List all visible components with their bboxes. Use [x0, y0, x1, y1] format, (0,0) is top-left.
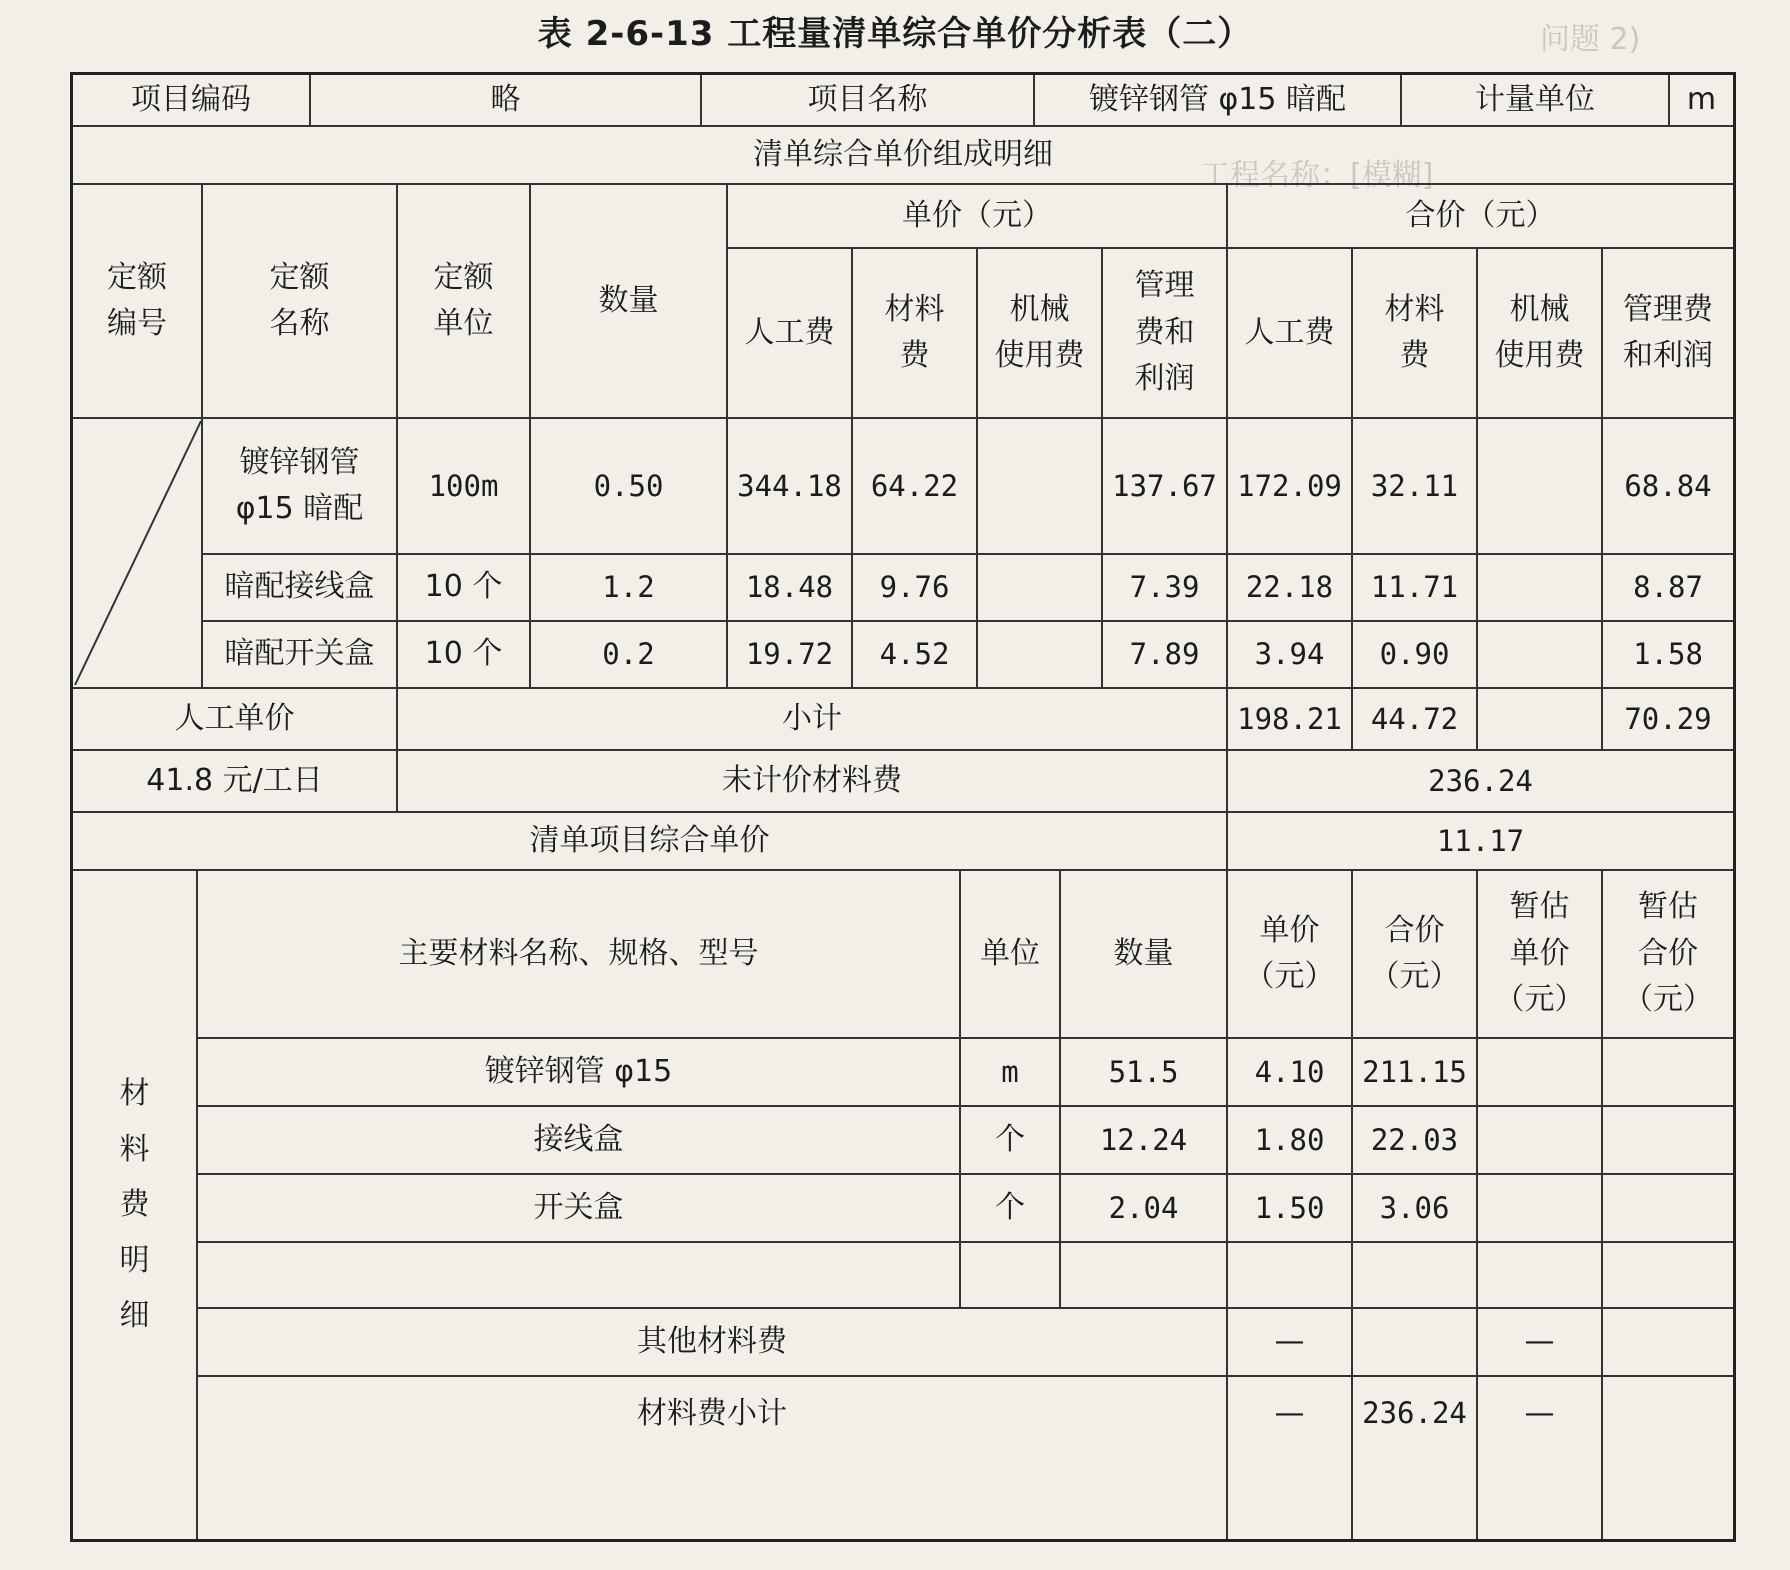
- mat-col-name: 主要材料名称、规格、型号: [198, 871, 961, 1039]
- mat-col-price: 单价 （元）: [1228, 871, 1353, 1039]
- row-material: 9.76: [853, 555, 978, 622]
- row-material-total: 11.71: [1353, 555, 1478, 622]
- mat-item-unit: 个: [961, 1175, 1061, 1243]
- row-mgmt-total: 8.87: [1603, 555, 1733, 622]
- row-mgmt-total: 68.84: [1603, 419, 1733, 555]
- mat-item-est-total: [1603, 1107, 1733, 1175]
- row-mgmt: 137.67: [1103, 419, 1228, 555]
- col-quota-name: 定额 名称: [203, 185, 398, 419]
- row-qty: 0.2: [531, 622, 728, 689]
- project-name-label: 项目名称: [702, 75, 1035, 127]
- material-subtotal-price: —: [1228, 1377, 1353, 1539]
- row-labor: 19.72: [728, 622, 853, 689]
- row-labor-total: 22.18: [1228, 555, 1353, 622]
- row-name: 镀锌钢管 φ15 暗配: [203, 419, 398, 555]
- row-machine-total: [1478, 419, 1603, 555]
- row-unit: 100m: [398, 419, 531, 555]
- mat-empty-est-total: [1603, 1243, 1733, 1309]
- mat-item-qty: 51.5: [1061, 1039, 1228, 1107]
- subtotal-material: 44.72: [1353, 689, 1478, 751]
- col-machine: 机械 使用费: [978, 249, 1103, 419]
- mat-item-name: 开关盒: [198, 1175, 961, 1243]
- total-price-group: 合价（元）: [1228, 185, 1733, 249]
- mat-item-unit: m: [961, 1039, 1061, 1107]
- section-title: 清单综合单价组成明细: [73, 127, 1733, 185]
- mat-empty-total: [1353, 1243, 1478, 1309]
- row-material: 4.52: [853, 622, 978, 689]
- mat-col-total: 合价 （元）: [1353, 871, 1478, 1039]
- row-machine: [978, 622, 1103, 689]
- table-title: 表 2-6-13 工程量清单综合单价分析表（二）: [537, 14, 1253, 54]
- project-code-value: 略: [311, 75, 702, 127]
- mat-empty-est-price: [1478, 1243, 1603, 1309]
- mat-col-qty: 数量: [1061, 871, 1228, 1039]
- mat-col-est-total: 暂估 合价 （元）: [1603, 871, 1733, 1039]
- row-labor-total: 3.94: [1228, 622, 1353, 689]
- subtotal-mgmt: 70.29: [1603, 689, 1733, 751]
- mat-item-est-price: [1478, 1107, 1603, 1175]
- mat-item-price: 1.80: [1228, 1107, 1353, 1175]
- row-unit: 10 个: [398, 622, 531, 689]
- mat-item-qty: 12.24: [1061, 1107, 1228, 1175]
- material-subtotal-est-price: —: [1478, 1377, 1603, 1539]
- subtotal-label: 小计: [398, 689, 1228, 751]
- row-material: 64.22: [853, 419, 978, 555]
- subtotal-machine: [1478, 689, 1603, 751]
- col-labor: 人工费: [728, 249, 853, 419]
- subtotal-labor: 198.21: [1228, 689, 1353, 751]
- material-subtotal-est-total: [1603, 1377, 1733, 1539]
- row-name: 暗配开关盒: [203, 622, 398, 689]
- col-mgmt-total: 管理费 和利润: [1603, 249, 1733, 419]
- other-material-total: [1353, 1309, 1478, 1377]
- col-material: 材料 费: [853, 249, 978, 419]
- col-mgmt: 管理 费和 利润: [1103, 249, 1228, 419]
- mat-empty-price: [1228, 1243, 1353, 1309]
- row-unit: 10 个: [398, 555, 531, 622]
- col-material-total: 材料 费: [1353, 249, 1478, 419]
- mat-item-unit: 个: [961, 1107, 1061, 1175]
- material-subtotal-total: 236.24: [1353, 1377, 1478, 1539]
- row-labor-total: 172.09: [1228, 419, 1353, 555]
- row-machine: [978, 555, 1103, 622]
- mat-empty-name: [198, 1243, 961, 1309]
- mat-item-est-price: [1478, 1039, 1603, 1107]
- col-quantity: 数量: [531, 185, 728, 419]
- project-name-value: 镀锌钢管 φ15 暗配: [1035, 75, 1402, 127]
- row-mgmt: 7.39: [1103, 555, 1228, 622]
- row-name: 暗配接线盒: [203, 555, 398, 622]
- unit-value: m: [1670, 75, 1733, 127]
- unit-label: 计量单位: [1402, 75, 1670, 127]
- bleed-through-text: 工程名称：[模糊]: [1200, 158, 1434, 193]
- mat-item-qty: 2.04: [1061, 1175, 1228, 1243]
- mat-item-total: 22.03: [1353, 1107, 1478, 1175]
- row-labor: 344.18: [728, 419, 853, 555]
- other-material-price: —: [1228, 1309, 1353, 1377]
- mat-item-est-total: [1603, 1175, 1733, 1243]
- bleed-through-text: 问题 2): [1540, 22, 1641, 57]
- mat-item-est-price: [1478, 1175, 1603, 1243]
- unpriced-material-value: 236.24: [1228, 751, 1733, 813]
- material-subtotal-label: 材料费小计: [198, 1377, 1228, 1539]
- mat-empty-qty: [1061, 1243, 1228, 1309]
- mat-item-total: 3.06: [1353, 1175, 1478, 1243]
- row-machine: [978, 419, 1103, 555]
- labor-unit-price-value: 41.8 元/工日: [73, 751, 398, 813]
- col-labor-total: 人工费: [1228, 249, 1353, 419]
- col-machine-total: 机械 使用费: [1478, 249, 1603, 419]
- row-machine-total: [1478, 555, 1603, 622]
- mat-item-total: 211.15: [1353, 1039, 1478, 1107]
- mat-col-unit: 单位: [961, 871, 1061, 1039]
- mat-col-est-price: 暂估 单价 （元）: [1478, 871, 1603, 1039]
- other-material-est-price: —: [1478, 1309, 1603, 1377]
- composite-price-label: 清单项目综合单价: [73, 813, 1228, 871]
- row-qty: 0.50: [531, 419, 728, 555]
- unpriced-material-label: 未计价材料费: [398, 751, 1228, 813]
- unit-price-group: 单价（元）: [728, 185, 1228, 249]
- row-material-total: 32.11: [1353, 419, 1478, 555]
- col-quota-unit: 定额 单位: [398, 185, 531, 419]
- analysis-table: [70, 72, 1736, 1542]
- row-qty: 1.2: [531, 555, 728, 622]
- row-mgmt-total: 1.58: [1603, 622, 1733, 689]
- row-mgmt: 7.89: [1103, 622, 1228, 689]
- mat-item-price: 4.10: [1228, 1039, 1353, 1107]
- col-quota-code: 定额 编号: [73, 185, 203, 419]
- project-code-label: 项目编码: [73, 75, 311, 127]
- mat-item-name: 镀锌钢管 φ15: [198, 1039, 961, 1107]
- row-machine-total: [1478, 622, 1603, 689]
- mat-item-name: 接线盒: [198, 1107, 961, 1175]
- quota-code-struck: [73, 419, 203, 689]
- row-material-total: 0.90: [1353, 622, 1478, 689]
- other-material-est-total: [1603, 1309, 1733, 1377]
- other-material-label: 其他材料费: [198, 1309, 1228, 1377]
- row-labor: 18.48: [728, 555, 853, 622]
- material-detail-side-label: 材 料 费 明 细: [73, 871, 198, 1539]
- mat-empty-unit: [961, 1243, 1061, 1309]
- mat-item-est-total: [1603, 1039, 1733, 1107]
- diagonal-slash: [73, 419, 203, 687]
- mat-item-price: 1.50: [1228, 1175, 1353, 1243]
- labor-unit-price-label: 人工单价: [73, 689, 398, 751]
- composite-price-value: 11.17: [1228, 813, 1733, 871]
